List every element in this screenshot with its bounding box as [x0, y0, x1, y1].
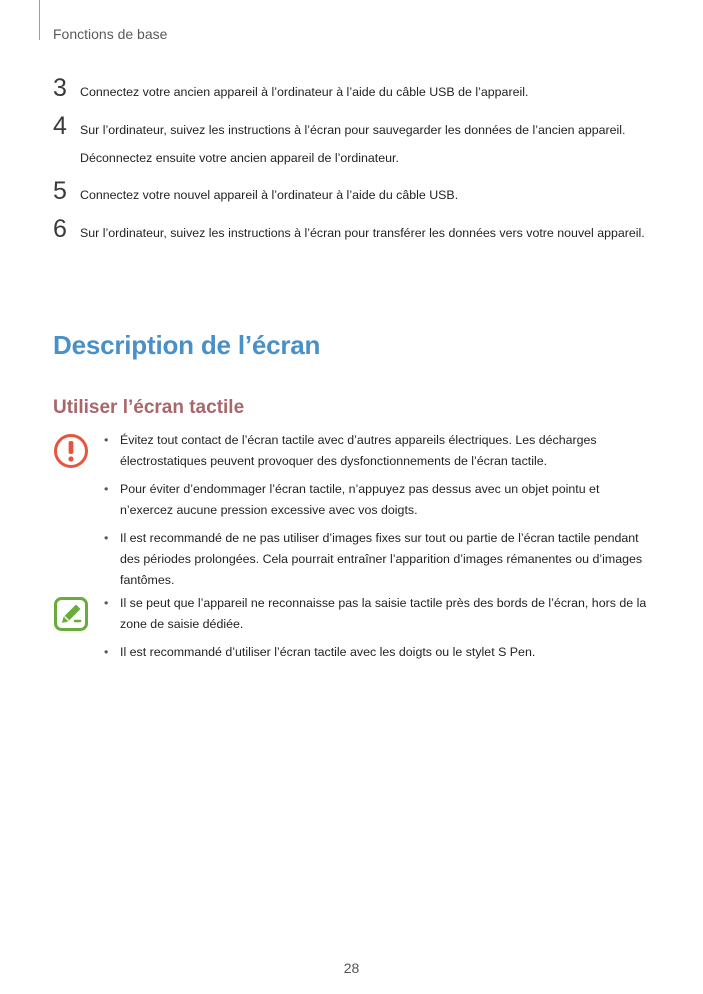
page-number: 28 [343, 960, 360, 976]
subsection-title: Utiliser l’écran tactile [53, 397, 245, 418]
caution-icon [53, 433, 89, 469]
caution-item [104, 430, 653, 472]
header-divider [39, 0, 40, 40]
tip-item-text: Il est recommandé d’utiliser l’écran tactile avec les doigts ou le stylet S Pen. [120, 645, 536, 659]
bullet: • [104, 596, 109, 610]
caution-list [104, 430, 653, 591]
bullet: • [104, 645, 109, 659]
step-text: Sur l’ordinateur, suivez les instructions à l’écran pour sauvegarder les données de l’ancien appareil. [80, 123, 626, 137]
step-item [53, 74, 653, 103]
step-number: 5 [53, 177, 67, 205]
caution-item-text: Il est recommandé de ne pas utiliser d’images fixes sur tout ou partie de l’écran tactile pendant des périodes prolongées. Cela pourrait entraîner l’apparition d’images rémanentes ou d’images fantômes. [120, 531, 643, 587]
header-title: Fonctions de base [53, 26, 168, 42]
step-text: Connectez votre ancien appareil à l’ordinateur à l’aide du câble USB de l’appareil. [80, 85, 529, 99]
step-subtext: Déconnectez ensuite votre ancien appareil de l’ordinateur. [80, 151, 399, 165]
steps-list [53, 74, 653, 257]
tip-item [104, 593, 653, 635]
caution-item-text: Évitez tout contact de l’écran tactile avec d’autres appareils électriques. Les décharges électrostatiques peuvent provoquer des dysfonctionnements de l’écran tactile. [120, 433, 597, 468]
note-pencil-icon [53, 596, 89, 632]
caution-note [53, 430, 653, 598]
tip-item [104, 642, 653, 663]
caution-item [104, 528, 653, 591]
bullet: • [104, 531, 109, 545]
step-number: 6 [53, 215, 67, 243]
step-number: 4 [53, 112, 67, 140]
tip-item-text: Il se peut que l’appareil ne reconnaisse pas la saisie tactile près des bords de l’écran, hors de la zone de saisie dédiée. [120, 596, 647, 631]
section-title: Description de l’écran [53, 330, 321, 360]
step-number: 3 [53, 74, 67, 102]
step-text: Sur l’ordinateur, suivez les instructions à l’écran pour transférer les données vers votre nouvel appareil. [80, 226, 645, 240]
caution-item-text: Pour éviter d’endommager l’écran tactile, n’appuyez pas dessus avec un objet pointu et n’exercez aucune pression excessive avec vos doigts. [120, 482, 600, 517]
step-item [53, 215, 653, 244]
tip-list [104, 593, 653, 663]
step-item [53, 177, 653, 206]
caution-item [104, 479, 653, 521]
tip-note [53, 593, 653, 670]
bullet: • [104, 433, 109, 447]
step-text: Connectez votre nouvel appareil à l’ordinateur à l’aide du câble USB. [80, 188, 459, 202]
bullet: • [104, 482, 109, 496]
step-item [53, 112, 653, 168]
